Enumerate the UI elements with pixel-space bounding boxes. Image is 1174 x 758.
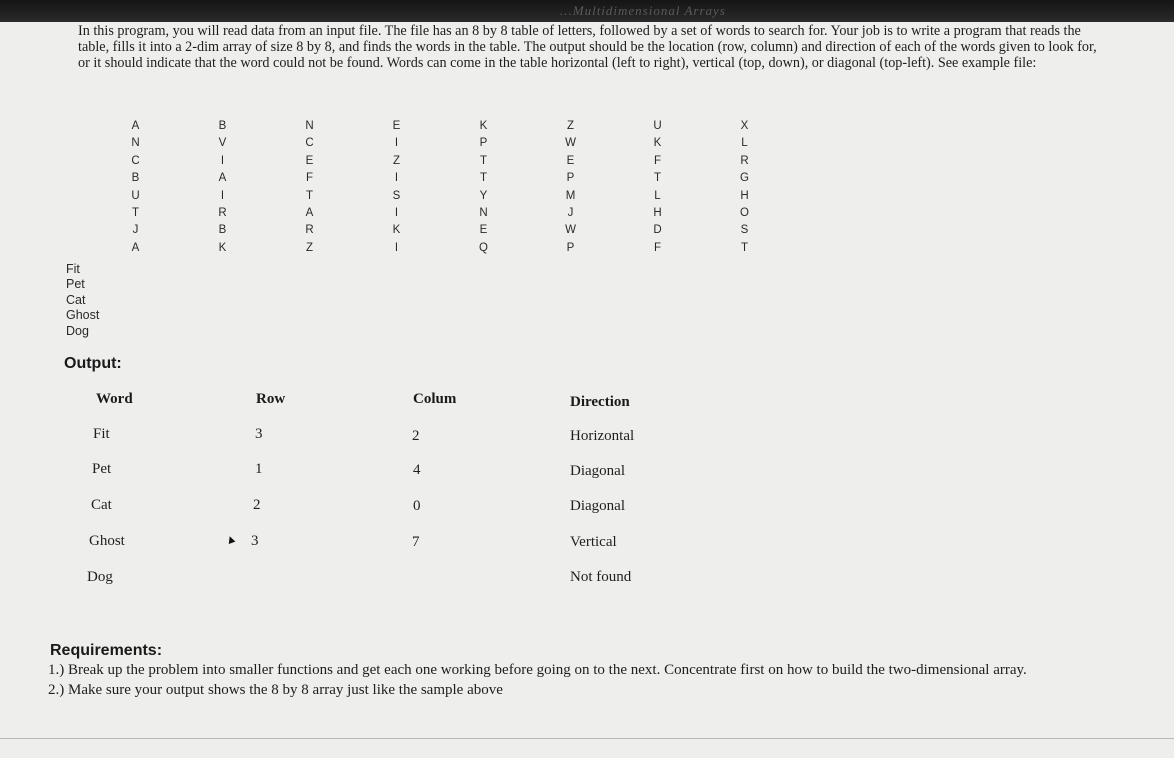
grid-letter: G: [740, 172, 749, 185]
grid-letter: E: [392, 120, 401, 132]
grid-letter: F: [305, 172, 314, 185]
cell-direction: Diagonal: [570, 463, 625, 479]
cell-direction: Vertical: [570, 534, 617, 550]
grid-letter: P: [566, 241, 575, 254]
grid-letter: K: [653, 137, 662, 150]
grid-letter: F: [653, 154, 662, 167]
search-word: Pet: [66, 277, 85, 292]
grid-letter: S: [740, 224, 749, 237]
search-word: Fit: [66, 262, 80, 276]
grid-letter: P: [479, 137, 488, 150]
grid-letter: A: [218, 172, 227, 185]
grid-letter: L: [654, 189, 661, 202]
grid-letter: X: [740, 120, 749, 132]
grid-letter: N: [305, 120, 314, 132]
cell-word: Dog: [87, 569, 113, 585]
grid-letter: T: [479, 172, 488, 185]
grid-letter: Z: [392, 154, 401, 167]
grid-letter: I: [220, 154, 225, 167]
output-label: Output:: [64, 355, 122, 372]
requirements-list: [48, 660, 1027, 700]
grid-letter: V: [218, 137, 227, 150]
grid-letter: W: [565, 137, 576, 150]
grid-letter: T: [479, 154, 488, 167]
cell-column: 4: [413, 462, 421, 478]
grid-letter: K: [218, 241, 227, 254]
grid-letter: D: [653, 224, 662, 237]
search-word-list: [66, 262, 99, 339]
grid-letter: Y: [479, 189, 488, 202]
grid-letter: I: [394, 241, 399, 254]
grid-letter: R: [305, 224, 314, 237]
cell-word: Ghost: [89, 533, 125, 549]
grid-letter: Q: [479, 241, 488, 254]
grid-letter: B: [218, 224, 227, 237]
divider: [0, 738, 1174, 739]
cell-row: 2: [253, 497, 261, 513]
requirement-item: 2.) Make sure your output shows the 8 by 8 array just like the sample above: [48, 682, 503, 698]
grid-letter: Z: [566, 120, 575, 132]
grid-letter: E: [479, 224, 488, 237]
grid-letter: R: [218, 206, 227, 219]
grid-letter: T: [131, 206, 140, 219]
output-row: [0, 461, 760, 481]
grid-letter: U: [131, 189, 140, 202]
grid-letter: L: [741, 137, 748, 150]
output-row: [0, 569, 760, 589]
grid-letter: E: [305, 154, 314, 167]
grid-letter: K: [392, 224, 401, 237]
grid-letter: A: [131, 241, 140, 254]
assignment-intro: In this program, you will read data from an input file. The file has an 8 by 8 table of letters, followed by a set of words to search for. Your job is to write a program that reads the table, fills it into a 2-dim array of size 8 by 8, and finds the words in the table. The output should be the location (row, column) and direction of each of the words given to look for, or it should indicate that the word could not be found. Words can come in the table horizontal (left to right), vertical (top, down), or diagonal (top-left). See example file:: [78, 23, 1097, 71]
cell-column: 7: [412, 534, 420, 550]
mouse-pointer-icon: ▲: [222, 530, 239, 548]
grid-letter: H: [653, 206, 662, 219]
grid-letter: J: [567, 206, 574, 219]
cell-column: 2: [412, 428, 420, 444]
grid-letter: I: [394, 137, 399, 150]
requirement-item: 1.) Break up the problem into smaller functions and get each one working before going on to the next. Concentrate first on how to build the two-dimensional array.: [48, 662, 1027, 678]
top-dark-edge: [0, 0, 1174, 22]
letter-grid: [92, 118, 788, 257]
grid-letter: P: [566, 172, 575, 185]
output-row: [0, 497, 760, 517]
cell-row: 3: [251, 533, 259, 549]
search-word: Ghost: [66, 308, 100, 323]
grid-letter: C: [305, 137, 314, 150]
grid-letter: O: [740, 206, 749, 219]
grid-letter: A: [131, 120, 140, 132]
requirements-title: Requirements:: [50, 642, 163, 659]
grid-letter: R: [740, 154, 749, 167]
grid-letter: N: [131, 137, 140, 150]
header-direction: Direction: [570, 394, 630, 410]
cell-direction: Not found: [570, 569, 632, 585]
cell-word: Fit: [93, 426, 110, 442]
header-title-fragment: ...Multidimensional Arrays: [560, 3, 726, 18]
grid-letter: I: [394, 172, 399, 185]
header-word: Word: [96, 391, 133, 407]
grid-letter: B: [131, 172, 140, 185]
grid-letter: K: [479, 120, 488, 132]
grid-letter: E: [566, 154, 575, 167]
grid-letter: T: [740, 241, 749, 254]
grid-letter: U: [653, 120, 662, 132]
grid-letter: C: [131, 154, 140, 167]
grid-letter: I: [394, 206, 399, 219]
cell-word: Pet: [92, 461, 112, 477]
cell-column: 0: [413, 498, 421, 514]
grid-letter: F: [653, 241, 662, 254]
search-word: Dog: [66, 323, 89, 338]
output-row: [0, 533, 760, 553]
grid-letter: A: [305, 206, 314, 219]
cell-direction: Horizontal: [570, 428, 635, 444]
header-row: Row: [256, 391, 286, 407]
search-word: Cat: [66, 292, 86, 307]
grid-letter: T: [653, 172, 662, 185]
grid-letter: M: [565, 189, 576, 202]
grid-letter: S: [392, 189, 401, 202]
grid-letter: N: [479, 206, 488, 219]
grid-letter: B: [218, 120, 227, 132]
grid-letter: J: [132, 224, 139, 237]
cell-row: 3: [255, 426, 263, 442]
grid-letter: W: [565, 224, 576, 237]
cell-row: 1: [255, 461, 263, 477]
grid-letter: Z: [305, 241, 314, 254]
header-column: Colum: [413, 391, 457, 407]
grid-letter: I: [220, 189, 225, 202]
grid-letter: H: [740, 189, 749, 202]
output-row: [0, 426, 760, 446]
cell-direction: Diagonal: [570, 498, 625, 514]
cell-word: Cat: [91, 497, 112, 513]
grid-letter: T: [305, 189, 314, 202]
